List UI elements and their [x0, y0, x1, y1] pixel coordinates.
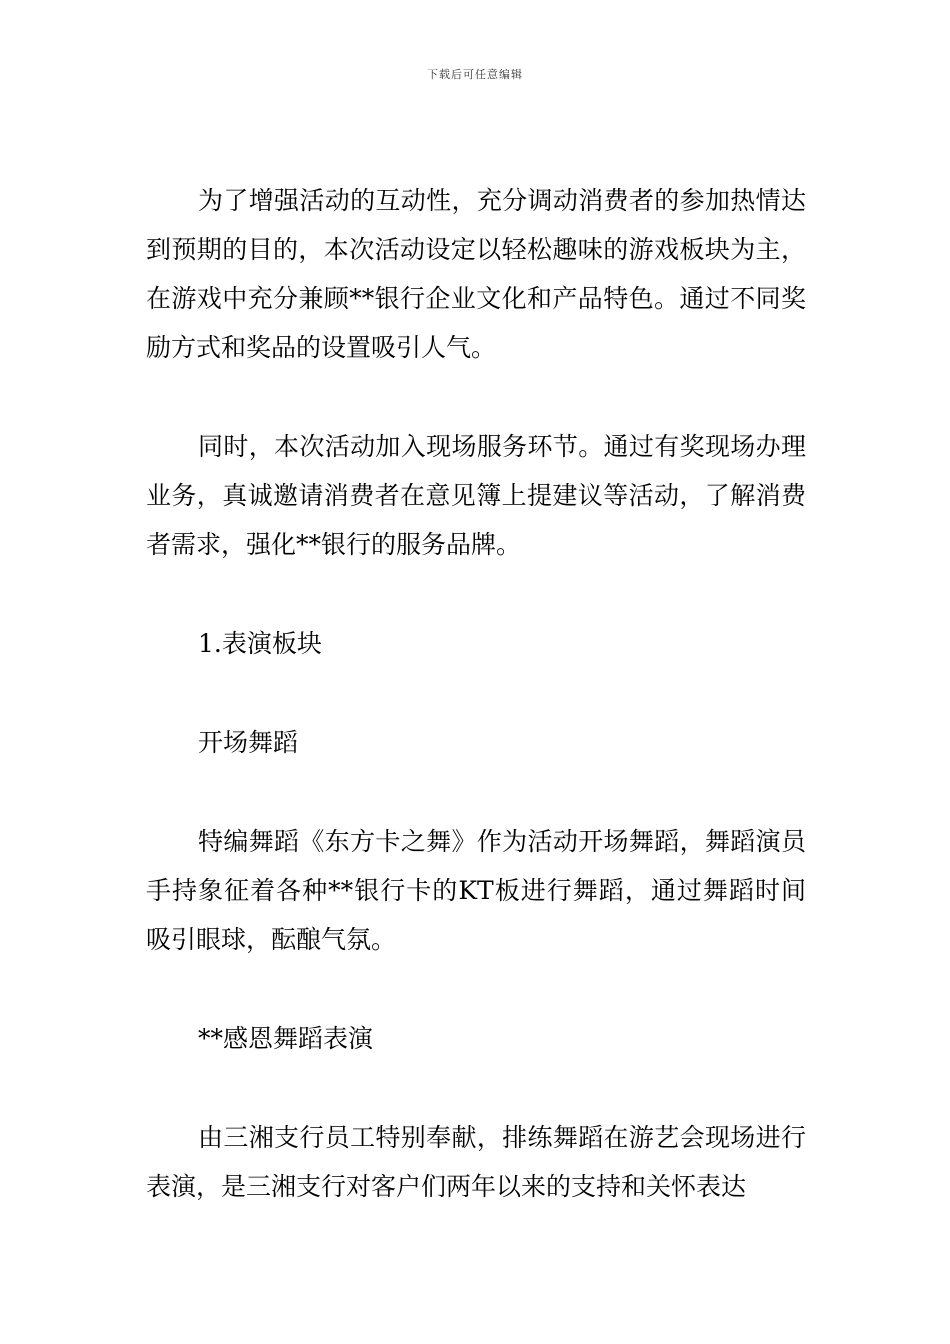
paragraph-thanks-dance: 由三湘支行员工特别奉献，排练舞蹈在游艺会现场进行表演，是三湘支行对客户们两年以来的支持和关怀表达 — [146, 1123, 806, 1201]
paragraph-opening-dance: 特编舞蹈《东方卡之舞》作为活动开场舞蹈，舞蹈演员手持象征着各种**银行卡的KT板进行舞蹈，通过舞蹈时间吸引眼球，酝酿气氛。 — [146, 827, 806, 954]
paragraph-gap — [146, 668, 806, 718]
section-heading-performance: 1.表演板块 — [198, 629, 322, 658]
page-header: 下载后可任意编辑 — [427, 68, 523, 81]
paragraph-gap — [146, 569, 806, 619]
subheading-opening-dance: 开场舞蹈 — [198, 728, 299, 757]
paragraph-gap — [146, 1063, 806, 1113]
paragraph-gap — [146, 767, 806, 817]
paragraph-gap — [146, 964, 806, 1014]
paragraph-gap — [146, 372, 806, 422]
subheading-thanks-dance: **感恩舞蹈表演 — [198, 1024, 374, 1053]
paragraph-interaction: 为了增强活动的互动性，充分调动消费者的参加热情达到预期的目的，本次活动设定以轻松趣味的游戏板块为主，在游戏中充分兼顾**银行企业文化和产品特色。通过不同奖励方式和奖品的设置吸引人气。 — [146, 186, 806, 362]
paragraph-service: 同时，本次活动加入现场服务环节。通过有奖现场办理业务，真诚邀请消费者在意见簿上提建议等活动，了解消费者需求，强化**银行的服务品牌。 — [146, 432, 806, 559]
document-body — [146, 176, 806, 1211]
